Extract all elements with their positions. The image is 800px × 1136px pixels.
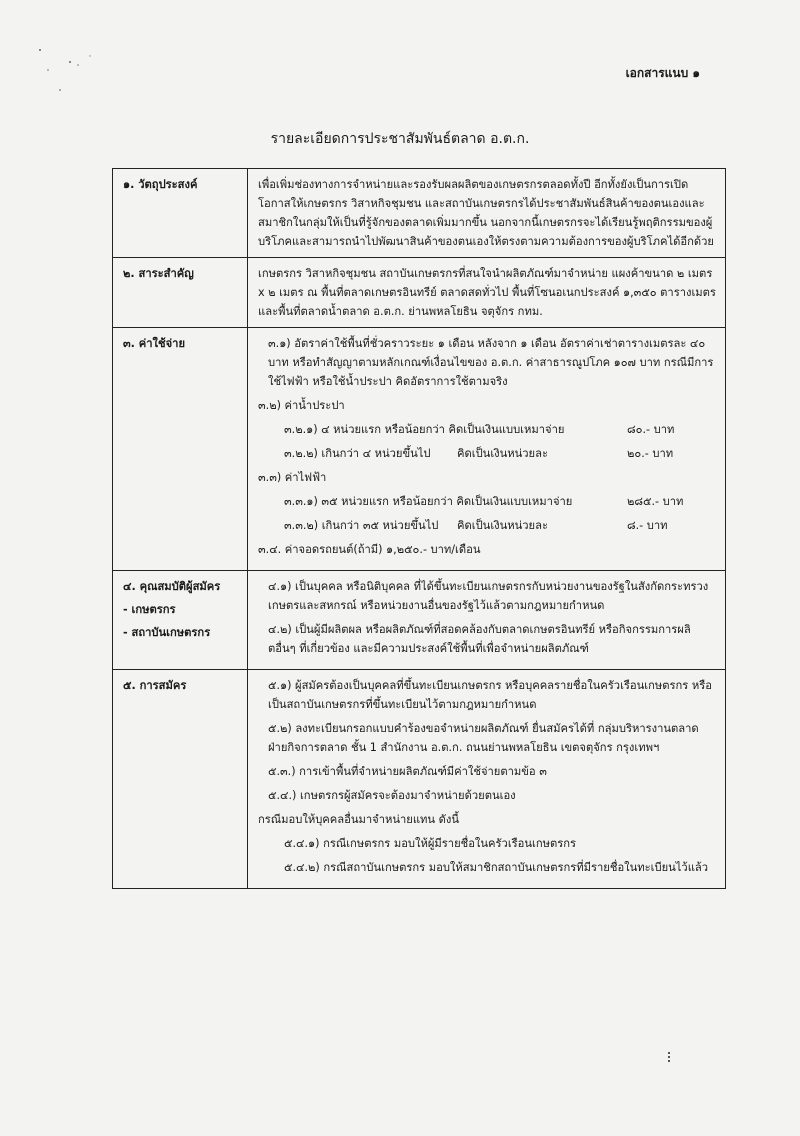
table-row [113, 571, 726, 670]
application-item: ๕.๒) ลงทะเบียนกรอกแบบคำร้องขอจำหน่ายผลิตภัณฑ์ ยื่นสมัครได้ที่ กลุ่มบริหารงานตลาด ฝ่ายกิจการตลาด ชั้น 1 สำนักงาน อ.ต.ก. ถนนย่านพหลโยธิน เขตจตุจักร กรุงเทพฯ [268, 722, 699, 754]
topic-application: ๕. การสมัคร [113, 670, 248, 889]
electricity-rate-label: ๓.๓.๑) ๓๕ หน่วยแรก หรือน้อยกว่า คิดเป็นเงินแบบเหมาจ่าย [284, 495, 573, 508]
objective-text: เพื่อเพิ่มช่องทางการจำหน่ายและรองรับผลผลิตของเกษตรกรตลอดทั้งปี อีกทั้งยังเป็นการเปิดโอกาสให้เกษตรกร วิสาหกิจชุมชน และสถาบันเกษตรกรได้ประชาสัมพันธ์สินค้าของตนเองและสมาชิกในกลุ่มให้เป็นที่รู้จักของตลาดเพิ่มมากขึ้น นอกจากนี้เกษตรกรจะได้เรียนรู้พฤติกรรมของผู้บริโภคและสามารถนำไปพัฒนาสินค้าของตนเองให้ตรงตามความต้องการของผู้บริโภคได้อีกด้วย [248, 169, 726, 258]
application-item: ๕.๑) ผู้สมัครต้องเป็นบุคคลที่ขึ้นทะเบียนเกษตรกร หรือบุคคลรายชื่อในครัวเรือนเกษตรกร หรือเป็นสถาบันเกษตรกรที่ขึ้นทะเบียนไว้ตามกฎหมายกำหนด [268, 679, 712, 711]
qualifications-title: ๔. คุณสมบัติผู้สมัคร [123, 580, 221, 593]
water-rate-label: ๓.๒.๒) เกินกว่า ๔ หน่วยขึ้นไป [284, 447, 431, 460]
scan-mark [668, 1052, 672, 1062]
application-item: กรณีมอบให้บุคคลอื่นมาจำหน่ายแทน ดังนี้ [258, 813, 460, 826]
parking-fee: ๓.๔. ค่าจอดรถยนต์(ถ้ามี) ๑,๒๕๐.- บาท/เดือน [258, 543, 481, 556]
water-rate-condition: คิดเป็นเงินหน่วยละ [457, 447, 548, 460]
attachment-label: เอกสารแนบ ๑ [625, 66, 700, 80]
table-row [113, 258, 726, 328]
topic-qualifications [113, 571, 248, 670]
qualification-item: ๔.๑) เป็นบุคคล หรือนิติบุคคล ที่ได้ขึ้นทะเบียนเกษตรกรกับหน่วยงานของรัฐในสังกัดกระทรวงเกษตรและสหกรณ์ หรือหน่วยงานอื่นของรัฐไว้แล้วตามกฎหมายกำหนด [268, 580, 709, 612]
application-subitem: ๕.๔.๒) กรณีสถาบันเกษตรกร มอบให้สมาชิกสถาบันเกษตรกรที่มีรายชื่อในทะเบียนไว้แล้ว [284, 861, 709, 874]
qualification-item: ๔.๒) เป็นผู้มีผลิตผล หรือผลิตภัณฑ์ที่สอดคล้องกับตลาดเกษตรอินทรีย์ หรือกิจกรรมการผลิตอื่นๆ ที่เกี่ยวข้อง และมีความประสงค์ใช้พื้นที่เพื่อจำหน่ายผลิตภัณฑ์ [268, 623, 691, 655]
electricity-rate-row [258, 492, 717, 511]
water-rate-row [258, 444, 717, 463]
electricity-rate-row [258, 516, 717, 535]
document-title: รายละเอียดการประชาสัมพันธ์ตลาด อ.ต.ก. [270, 131, 530, 147]
water-rate-amount: ๒๐.- บาท [627, 447, 674, 460]
essence-text: เกษตรกร วิสาหกิจชุมชน สถาบันเกษตรกรที่สนใจนำผลิตภัณฑ์มาจำหน่าย แผงค้าขนาด ๒ เมตร x ๒ เมตร ณ พื้นที่ตลาดเกษตรอินทรีย์ ตลาดสดทั่วไป พื้นที่โซนอเนกประสงค์ ๑,๓๕๐ ตารางเมตร และพื้นที่ตลาดน้ำตลาด อ.ต.ก. ย่านพหลโยธิน จตุจักร กทม. [248, 258, 726, 328]
application-item: ๕.๓.) การเข้าพื้นที่จำหน่ายผลิตภัณฑ์มีค่าใช้จ่ายตามข้อ ๓ [268, 765, 547, 778]
qualification-farmer: - เกษตรกร [123, 603, 176, 616]
table-row [113, 169, 726, 258]
qualifications-cell [248, 571, 726, 670]
application-cell [248, 670, 726, 889]
water-rate-row [258, 420, 717, 439]
electricity-rate-label: ๓.๓.๒) เกินกว่า ๓๕ หน่วยขึ้นไป [284, 519, 439, 532]
water-rate-label: ๓.๒.๑) ๔ หน่วยแรก หรือน้อยกว่า คิดเป็นเงินแบบเหมาจ่าย [284, 423, 565, 436]
application-subitem: ๕.๔.๑) กรณีเกษตรกร มอบให้ผู้มีรายชื่อในครัวเรือนเกษตรกร [284, 837, 577, 850]
table-row [113, 328, 726, 571]
water-rate-amount: ๘๐.- บาท [627, 423, 675, 436]
application-item: ๕.๔.) เกษตรกรผู้สมัครจะต้องมาจำหน่ายด้วยตนเอง [268, 789, 516, 802]
expense-rate-text: ๓.๑) อัตราค่าใช้พื้นที่ชั่วคราวระยะ ๑ เดือน หลังจาก ๑ เดือน อัตราค่าเช่าตารางเมตรละ ๔๐ บาท หรือทำสัญญาตามหลักเกณฑ์เงื่อนไขของ อ.ต.ก. ค่าสาธารณูปโภค ๑๐๗ บาท กรณีมีการใช้ไฟฟ้า หรือใช้น้ำประปา คิดอัตราการใช้ตามจริง [268, 337, 714, 388]
electricity-heading: ๓.๓) ค่าไฟฟ้า [258, 471, 327, 484]
qualification-institution: - สถาบันเกษตรกร [123, 626, 211, 639]
electricity-rate-amount: ๒๘๕.- บาท [627, 495, 684, 508]
topic-expenses: ๓. ค่าใช้จ่าย [113, 328, 248, 571]
table-row [113, 670, 726, 889]
electricity-rate-condition: คิดเป็นเงินหน่วยละ [457, 519, 548, 532]
topic-objective: ๑. วัตถุประสงค์ [113, 169, 248, 258]
electricity-rate-amount: ๘.- บาท [627, 519, 668, 532]
topic-essence: ๒. สาระสำคัญ [113, 258, 248, 328]
scan-speckles [30, 40, 110, 100]
expenses-cell [248, 328, 726, 571]
details-table [112, 168, 726, 889]
water-heading: ๓.๒) ค่าน้ำประปา [258, 399, 345, 412]
